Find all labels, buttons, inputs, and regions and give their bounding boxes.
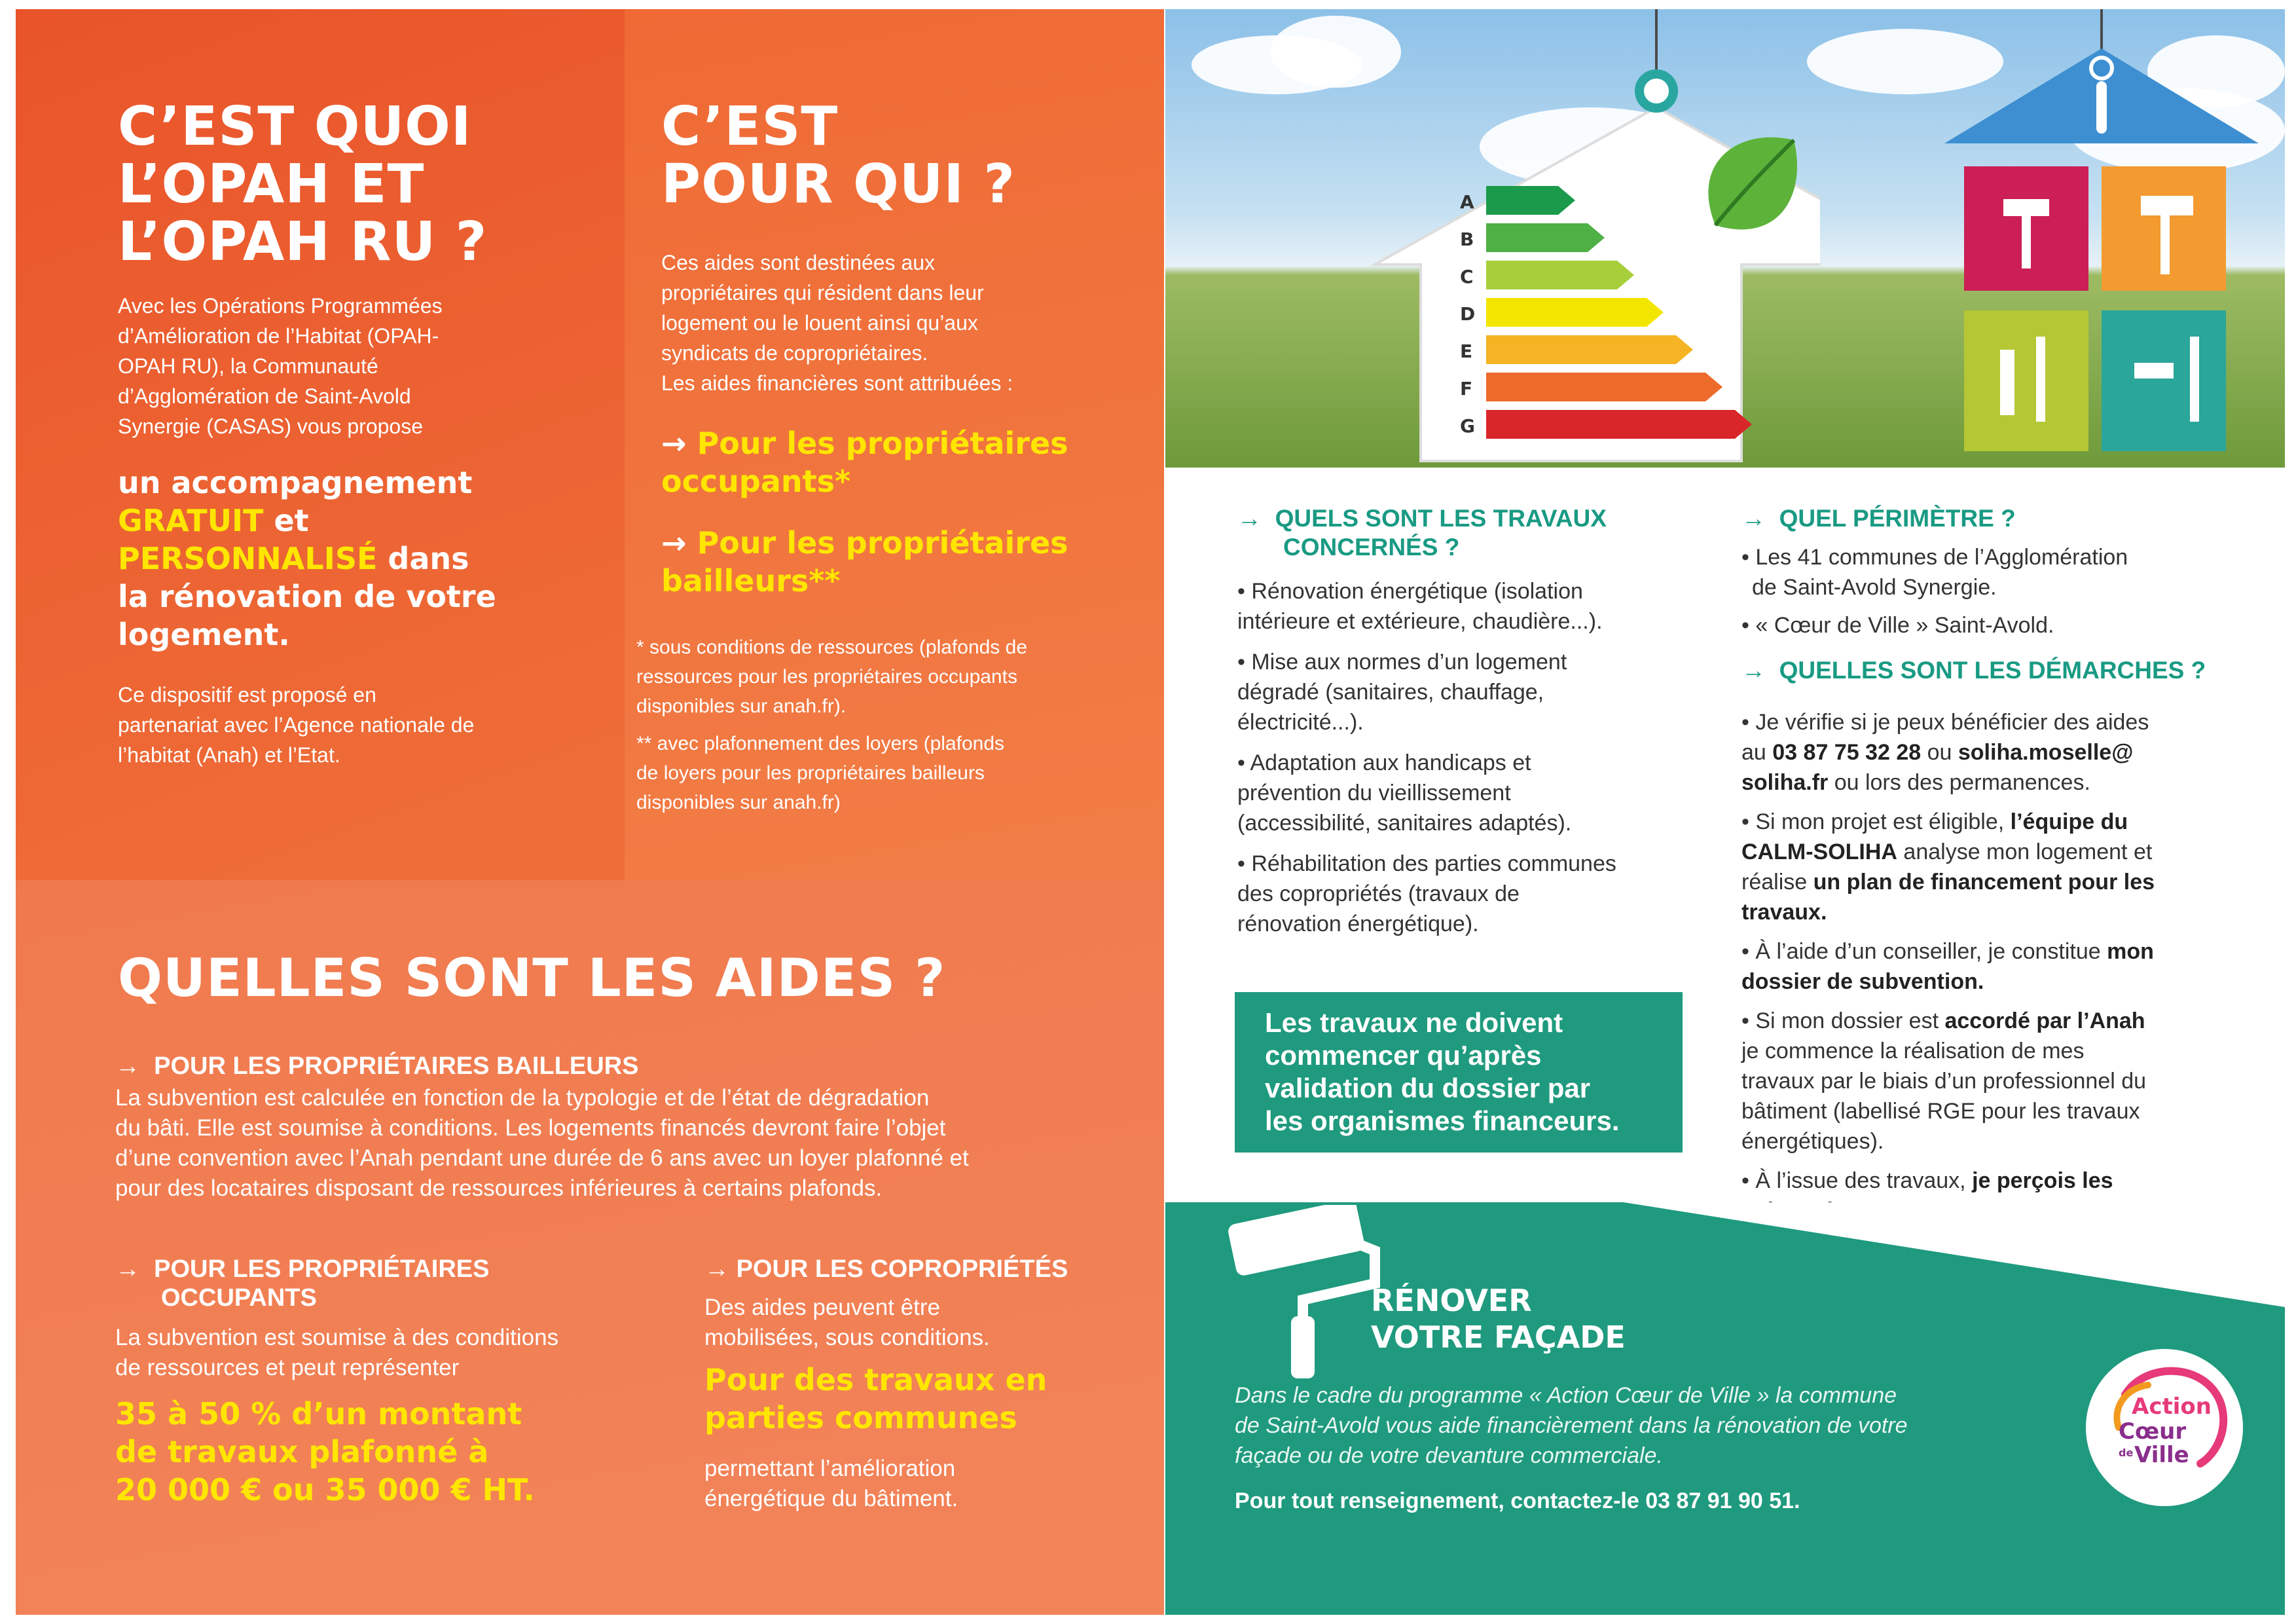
travaux-item-line: électricité...). <box>1237 710 1364 735</box>
energy-bar <box>1486 186 1575 215</box>
pour-qui-intro-line: syndicats de copropriétaires. <box>661 341 928 365</box>
demarches-step-line: énergétiques). <box>1741 1129 1884 1154</box>
facade-contact: Pour tout renseignement, contactez-le 03 87 91 90 51. <box>1235 1488 1800 1513</box>
opah-partner <box>118 680 615 770</box>
opah-title <box>118 98 615 271</box>
aides-occupants-amount-line: de travaux plafonné à <box>115 1434 489 1469</box>
demarches-text: ou <box>1921 740 1958 765</box>
arrow-right-icon: → <box>1741 657 1766 684</box>
travaux-item-line: dégradé (sanitaires, chauffage, <box>1237 680 1544 705</box>
opah-lead-line: un accompagnement <box>118 465 473 500</box>
demarches-step-line: • Je vérifie si je peux bénéficier des aides <box>1741 710 2149 735</box>
demarches-bold: dossier de subvention. <box>1741 969 1984 994</box>
aides-occupants <box>115 1255 704 1509</box>
demarches-text: au <box>1741 740 1773 765</box>
opah-intro-line: Synergie (CASAS) vous propose <box>118 415 423 438</box>
aides-occupants-head <box>115 1255 704 1312</box>
travaux-head-text: CONCERNÉS ? <box>1283 534 1460 561</box>
warning-box <box>1235 992 1683 1153</box>
bullet-bailleurs-line: bailleurs** <box>661 563 841 599</box>
aides-copro-head-text: POUR LES COPROPRIÉTÉS <box>736 1255 1068 1283</box>
demarches-text: • Si mon projet est éligible, <box>1741 809 2011 834</box>
travaux-item-line: rénovation énergétique). <box>1237 912 1479 936</box>
aides-bailleurs-line: du bâti. Elle est soumise à conditions. Les logements financés devront faire l’objet <box>115 1115 946 1141</box>
aides-bailleurs-line: pour des locataires disposant de ressources inférieures à certains plafonds. <box>115 1175 883 1201</box>
demarches-step-line <box>1741 767 2265 798</box>
travaux-item <box>1237 748 1735 838</box>
aides-occupants-amount-line: 20 000 € ou 35 000 € HT. <box>115 1472 535 1507</box>
perimetre-item <box>1741 542 2265 602</box>
footnote-line: disponibles sur anah.fr). <box>636 695 847 717</box>
travaux-item-line: intérieure et extérieure, chaudière...). <box>1237 609 1603 634</box>
demarches-step-line: bâtiment (labellisé RGE pour les travaux <box>1741 1099 2140 1124</box>
demarches-step <box>1741 1006 2265 1156</box>
aides-occupants-line: de ressources et peut représenter <box>115 1355 460 1380</box>
demarches-step-line: travaux par le biais d’un professionnel du <box>1741 1069 2147 1094</box>
paint-roller-icon <box>1218 1205 1388 1382</box>
warning-box-line: validation du dossier par <box>1265 1073 1591 1103</box>
travaux-head-text: QUELS SONT LES TRAVAUX <box>1275 505 1607 532</box>
warning-box-line: Les travaux ne doivent <box>1265 1007 1563 1038</box>
warning-box-line: commencer qu’après <box>1265 1040 1542 1071</box>
warning-box-line: les organismes financeurs. <box>1265 1105 1620 1136</box>
energy-bar <box>1486 223 1605 252</box>
demarches-bold: l’équipe du <box>2010 809 2128 834</box>
aides-occupants-text <box>115 1323 704 1383</box>
energy-bar <box>1486 261 1634 289</box>
demarches-step-line <box>1741 897 2265 927</box>
aides-copro-text <box>704 1293 1123 1353</box>
demarches-head-text: QUELLES SONT LES DÉMARCHES ? <box>1779 657 2206 684</box>
demarches-text: analyse mon logement et <box>1897 840 2153 864</box>
phone-number: 03 87 75 32 28 <box>1772 740 1922 765</box>
demarches-step-line <box>1741 1006 2265 1036</box>
aides-copro-line: Des aides peuvent être <box>704 1295 940 1320</box>
opah-intro-line: OPAH RU), la Communauté <box>118 354 378 378</box>
demarches-bold: accordé par l’Anah <box>1944 1008 2145 1033</box>
pour-qui-intro-line: logement ou le louent ainsi qu’aux <box>661 311 978 335</box>
perimetre-item-line: de Saint-Avold Synergie. <box>1752 575 1997 600</box>
email-address: soliha.moselle@ <box>1958 740 2134 765</box>
aides-bailleurs-head-text: POUR LES PROPRIÉTAIRES BAILLEURS <box>154 1052 639 1080</box>
demarches-text: • À l’issue des travaux, <box>1741 1168 1973 1193</box>
bullet-occupants-line: occupants* <box>661 464 851 499</box>
travaux-head <box>1237 504 1735 562</box>
pour-qui-intro <box>661 248 1133 398</box>
arrow-right-icon: → <box>1237 505 1262 532</box>
footnote-line: ressources pour les propriétaires occupants <box>636 666 1017 688</box>
aides-bailleurs <box>115 1052 1137 1204</box>
aides-bailleurs-line: d’une convention avec l’Anah pendant une durée de 6 ans avec un loyer plafonné et <box>115 1145 969 1171</box>
energy-letter: E <box>1460 341 1473 362</box>
demarches-step <box>1741 707 2265 798</box>
demarches-text: • À l’aide d’un conseiller, je constitue <box>1741 939 2107 964</box>
opah-partner-line: Ce dispositif est proposé en <box>118 683 376 707</box>
aides-copro-end <box>704 1454 1123 1514</box>
aides-occupants-head-text: POUR LES PROPRIÉTAIRES <box>154 1255 490 1283</box>
pour-qui-section <box>661 98 1133 600</box>
arrow-right-icon: → <box>115 1255 140 1283</box>
opah-lead-line <box>118 502 615 540</box>
demarches-text: ou lors des permanences. <box>1828 770 2090 795</box>
demarches-step-line <box>1741 967 2265 997</box>
pour-qui-title-line: C’EST <box>661 96 839 158</box>
arrow-right-icon: → <box>661 426 687 461</box>
aides-copro-line: mobilisées, sous conditions. <box>704 1325 990 1350</box>
pour-qui-intro-line: Les aides financières sont attribuées : <box>661 371 1013 395</box>
travaux-item-line: (accessibilité, sanitaires adaptés). <box>1237 811 1572 836</box>
travaux-item-line: • Adaptation aux handicaps et <box>1237 750 1531 775</box>
demarches-bold: un plan de financement pour les <box>1813 870 2155 895</box>
facade-title <box>1371 1282 1829 1356</box>
demarches-step-line <box>1741 936 2265 967</box>
opah-lead-text: dans <box>377 541 469 576</box>
opah-lead-line: la rénovation de votre <box>118 579 496 614</box>
aides-copro-highlight-line: Pour des travaux en <box>704 1362 1048 1397</box>
demarches-bold: travaux. <box>1741 900 1827 925</box>
demarches-step-line <box>1741 867 2265 897</box>
bullet-bailleurs <box>661 524 1133 600</box>
bullet-bailleurs-line <box>661 524 1133 562</box>
facade-title-line: RÉNOVER <box>1371 1283 1532 1318</box>
aides-occupants-line: La subvention est soumise à des conditions <box>115 1325 559 1350</box>
energy-letter: F <box>1460 378 1473 399</box>
opah-lead-line <box>118 540 615 578</box>
logo-text-action: Action <box>2132 1393 2212 1420</box>
travaux-section <box>1237 504 1735 939</box>
logo-text-coeur: Cœur <box>2119 1418 2187 1445</box>
aides-bailleurs-head <box>115 1052 1137 1080</box>
demarches-step <box>1741 936 2265 997</box>
travaux-item-line: des copropriétés (travaux de <box>1237 881 1520 906</box>
footnote-line: de loyers pour les propriétaires bailleurs <box>636 762 985 784</box>
energy-letter: G <box>1460 415 1475 437</box>
footnote-line: disponibles sur anah.fr) <box>636 792 841 813</box>
opah-partner-line: l’habitat (Anah) et l’Etat. <box>118 743 340 767</box>
email-address: soliha.fr <box>1741 770 1829 795</box>
aides-copro-end-line: permettant l’amélioration <box>704 1456 956 1481</box>
opah-lead-text: et <box>263 503 309 538</box>
pour-qui-title-line: POUR QUI ? <box>661 153 1015 215</box>
travaux-item-line: • Rénovation énergétique (isolation <box>1237 579 1583 604</box>
energy-letter: A <box>1460 191 1474 213</box>
opah-intro-line: d’Agglomération de Saint-Avold <box>118 384 411 408</box>
travaux-item-line: • Mise aux normes d’un logement <box>1237 650 1567 674</box>
opah-intro <box>118 291 615 441</box>
footnote-line: * sous conditions de ressources (plafonds de <box>636 637 1028 658</box>
header-photo <box>1165 9 2285 468</box>
bullet-text: Pour les propriétaires <box>697 525 1068 561</box>
aides-occupants-amount-line: 35 à 50 % d’un montant <box>115 1396 522 1431</box>
demarches-step-line: je commence la réalisation de mes <box>1741 1039 2085 1063</box>
facade-text-line: de Saint-Avold vous aide financièrement dans la rénovation de votre <box>1235 1413 1908 1438</box>
arrow-right-icon: → <box>661 525 687 561</box>
opah-intro-line: d’Amélioration de l’Habitat (OPAH- <box>118 324 439 348</box>
opah-title-line: L’OPAH ET <box>118 153 425 215</box>
arrow-right-icon: → <box>115 1052 140 1080</box>
pour-qui-footnotes <box>636 633 1134 817</box>
energy-bar <box>1486 373 1722 401</box>
aides-occupants-amount <box>115 1395 704 1509</box>
opah-section <box>118 98 615 770</box>
facade-text-line: façade ou de votre devanture commerciale. <box>1235 1443 1663 1468</box>
demarches-step <box>1741 807 2265 927</box>
gratuit-highlight: GRATUIT <box>118 503 264 538</box>
aides-copro <box>704 1255 1123 1514</box>
opah-title-line: L’OPAH RU ? <box>118 211 488 273</box>
energy-label-house-icon <box>1349 9 1820 468</box>
facade-title-line: VOTRE FAÇADE <box>1371 1320 1626 1355</box>
pour-qui-intro-line: Ces aides sont destinées aux <box>661 251 936 274</box>
perimetre-head <box>1741 504 2265 533</box>
energy-letter: B <box>1460 229 1474 250</box>
logo-text-ville: Ville <box>2134 1442 2189 1468</box>
aides-title: QUELLES SONT LES AIDES ? <box>118 948 946 1008</box>
travaux-item-line: prévention du vieillissement <box>1237 781 1511 805</box>
demarches-text: • Si mon dossier est <box>1741 1008 1945 1033</box>
energy-bar <box>1486 410 1752 439</box>
travaux-item <box>1237 576 1735 637</box>
facade-text-line: Dans le cadre du programme « Action Cœur de Ville » la commune <box>1235 1383 1897 1408</box>
demarches-step-line <box>1741 1166 2265 1196</box>
energy-letter: D <box>1460 303 1476 325</box>
aides-copro-highlight-line: parties communes <box>704 1400 1017 1435</box>
arrow-right-icon: → <box>1741 505 1766 532</box>
opah-partner-line: partenariat avec l’Agence nationale de <box>118 713 475 737</box>
perimetre-head-text: QUEL PÉRIMÈTRE ? <box>1779 505 2016 532</box>
demarches-bold: mon <box>2107 939 2154 964</box>
personnalise-highlight: PERSONNALISÉ <box>118 541 378 576</box>
opah-lead <box>118 464 615 654</box>
facade-text <box>1235 1380 2086 1515</box>
perimetre-item: • « Cœur de Ville » Saint-Avold. <box>1741 613 2054 638</box>
bullet-text: Pour les propriétaires <box>697 426 1068 461</box>
action-coeur-de-ville-logo <box>2086 1349 2243 1506</box>
perimetre-item-line: • Les 41 communes de l’Agglomération <box>1741 545 2128 570</box>
demarches-bold: CALM-SOLIHA <box>1741 840 1897 864</box>
aides-copro-highlight <box>704 1361 1123 1437</box>
pour-qui-intro-line: propriétaires qui résident dans leur <box>661 281 984 304</box>
aides-copro-end-line: énergétique du bâtiment. <box>704 1486 958 1511</box>
travaux-item <box>1237 647 1735 737</box>
footnote-line: ** avec plafonnement des loyers (plafonds <box>636 733 1005 754</box>
travaux-item-line: • Réhabilitation des parties communes <box>1237 851 1616 876</box>
travaux-item <box>1237 849 1735 939</box>
energy-letter: C <box>1460 266 1474 287</box>
arrow-right-icon: → <box>704 1255 729 1283</box>
aides-bailleurs-text <box>115 1083 1137 1204</box>
demarches-text: réalise <box>1741 870 1813 895</box>
demarches-step-line <box>1741 807 2265 837</box>
aides-copro-head <box>704 1255 1123 1283</box>
bullet-occupants-line <box>661 424 1133 462</box>
opah-intro-line: Avec les Opérations Programmées <box>118 294 443 318</box>
energy-bar <box>1486 298 1664 327</box>
energy-bar <box>1486 335 1693 364</box>
opah-title-line: C’EST QUOI <box>118 96 472 158</box>
aides-bailleurs-line: La subvention est calculée en fonction de la typologie et de l’état de dégradation <box>115 1085 930 1111</box>
demarches-bold: je perçois les <box>1972 1168 2113 1193</box>
perimetre-section <box>1741 504 2265 1226</box>
logo-text-de: de <box>2119 1447 2134 1459</box>
tools-house-icon <box>1813 9 2285 468</box>
demarches-head <box>1741 656 2265 685</box>
pour-qui-title <box>661 98 1133 213</box>
demarches-step-line <box>1741 737 2265 767</box>
opah-lead-line: logement. <box>118 617 290 652</box>
bullet-occupants <box>661 424 1133 500</box>
demarches-step-line <box>1741 837 2265 867</box>
aides-occupants-head-text: OCCUPANTS <box>161 1284 317 1312</box>
